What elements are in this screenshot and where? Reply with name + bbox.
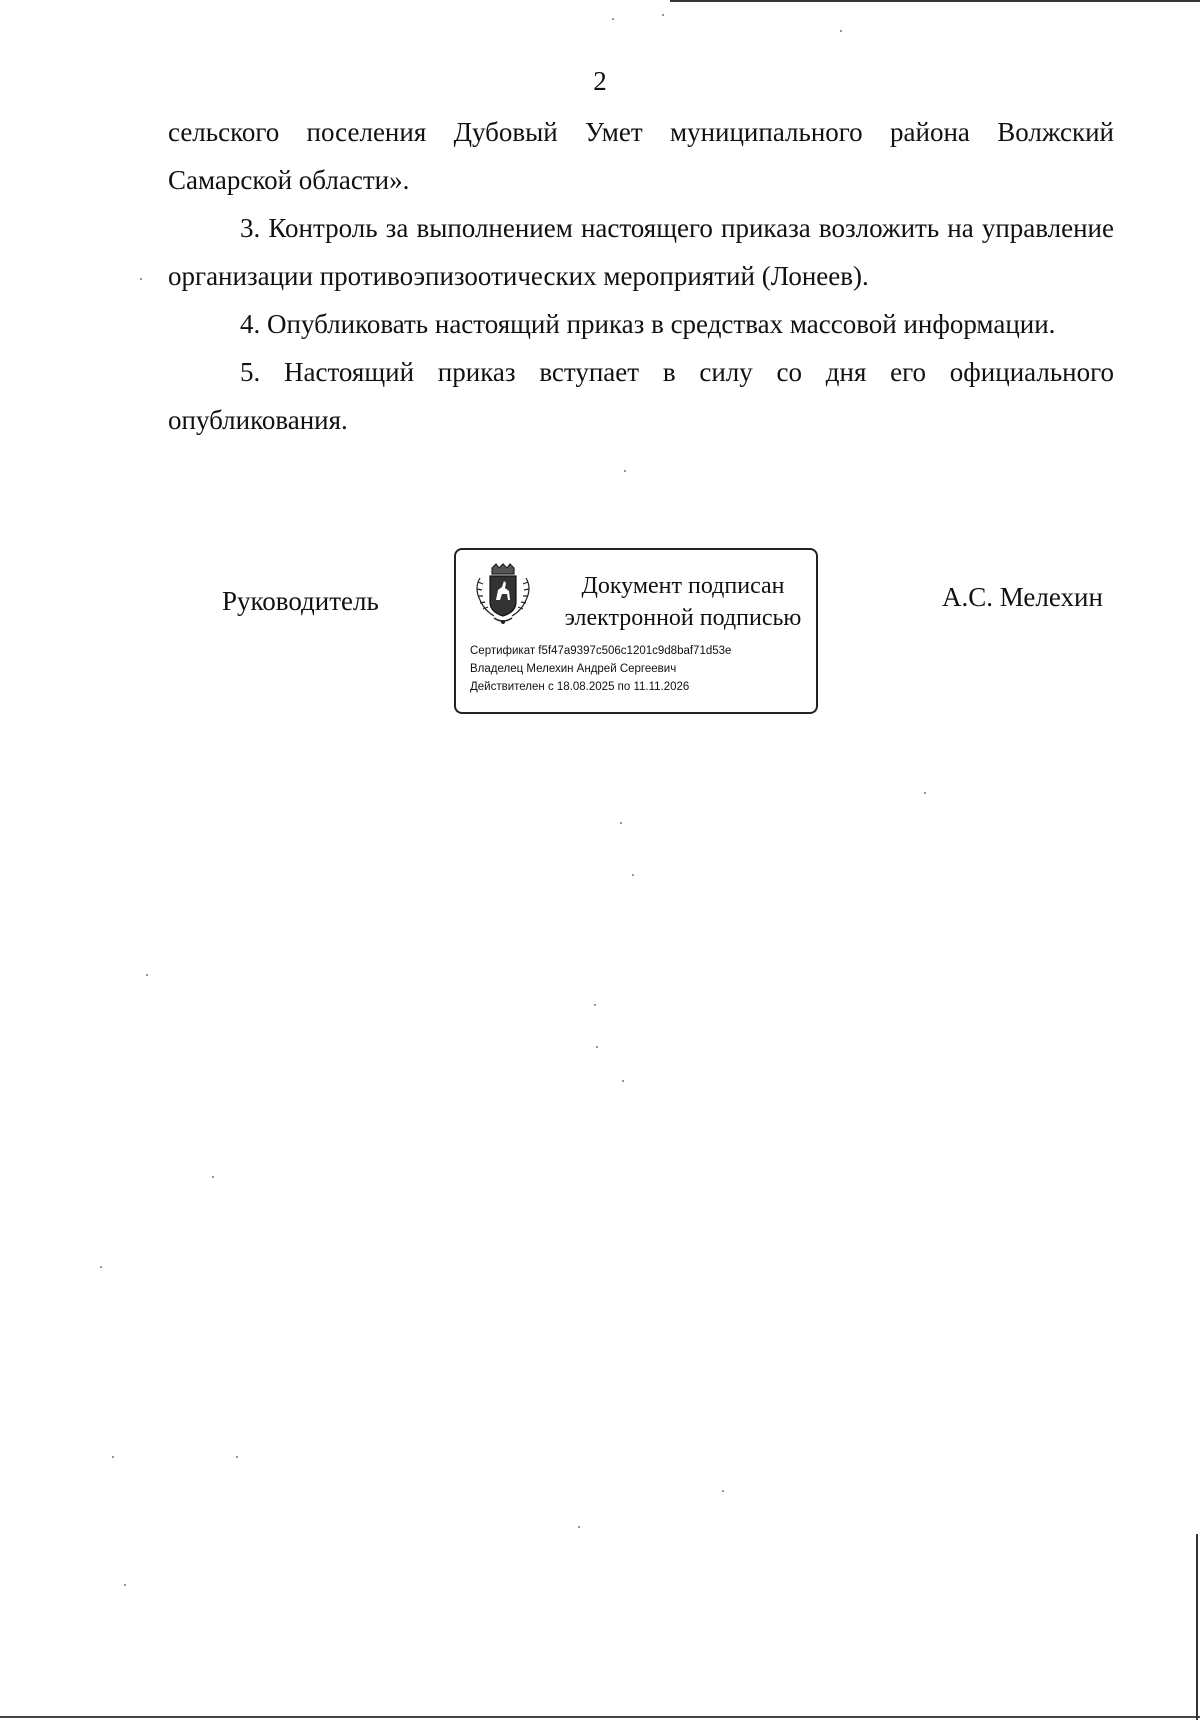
page-number: 2 [593,66,607,96]
signer-role: Руководитель [222,586,379,616]
stamp-owner: Владелец Мелехин Андрей Сергеевич [470,663,677,675]
scan-speck [236,1456,238,1458]
paragraph-continuation: сельского поселения Дубовый Умет муниципального района Волжский Самарской области». [168,117,1114,195]
signature-block [0,548,1200,728]
scan-speck [100,1266,102,1268]
signer-name: А.С. Мелехин [942,582,1103,612]
scan-border-right [1196,1534,1198,1720]
scan-speck [632,874,634,876]
scan-speck [620,822,622,824]
scan-speck [112,1456,114,1458]
stamp-certificate: Сертификат f5f47a9397c506c1201c9d8baf71d53e [470,645,732,657]
scan-speck [624,470,626,472]
scan-speck [722,1490,724,1492]
scan-speck [840,30,842,32]
scan-speck [594,1004,596,1006]
scan-border-top [670,0,1200,2]
stamp-details [470,642,810,696]
scan-speck [578,1526,580,1528]
paragraph-item-3: 3. Контроль за выполнением настоящего приказа возложить на управление организации противоэпизоотических мероприятий (Лонеев). [168,213,1114,291]
samara-coat-of-arms-icon [472,562,534,626]
electronic-signature-stamp [454,548,818,714]
stamp-title-line-2: электронной подписью [564,605,802,631]
scan-speck [662,14,664,16]
paragraph-item-4: 4. Опубликовать настоящий приказ в средствах массовой информации. [240,309,1056,339]
scan-speck [124,1584,126,1586]
stamp-title-line-1: Документ подписан [581,573,785,599]
scan-speck [212,1176,214,1178]
scan-speck [146,974,148,976]
stamp-title [552,570,814,634]
stamp-validity: Действителен с 18.08.2025 по 11.11.2026 [470,681,690,693]
scan-speck [924,792,926,794]
document-body [168,108,1114,444]
paragraph-item-5: 5. Настоящий приказ вступает в силу со дня его официального опубликования. [168,357,1114,435]
scan-border-bottom [0,1716,1200,1718]
scan-speck [622,1080,624,1082]
scan-speck [140,278,142,280]
scan-speck [596,1046,598,1048]
scan-speck [612,18,614,20]
